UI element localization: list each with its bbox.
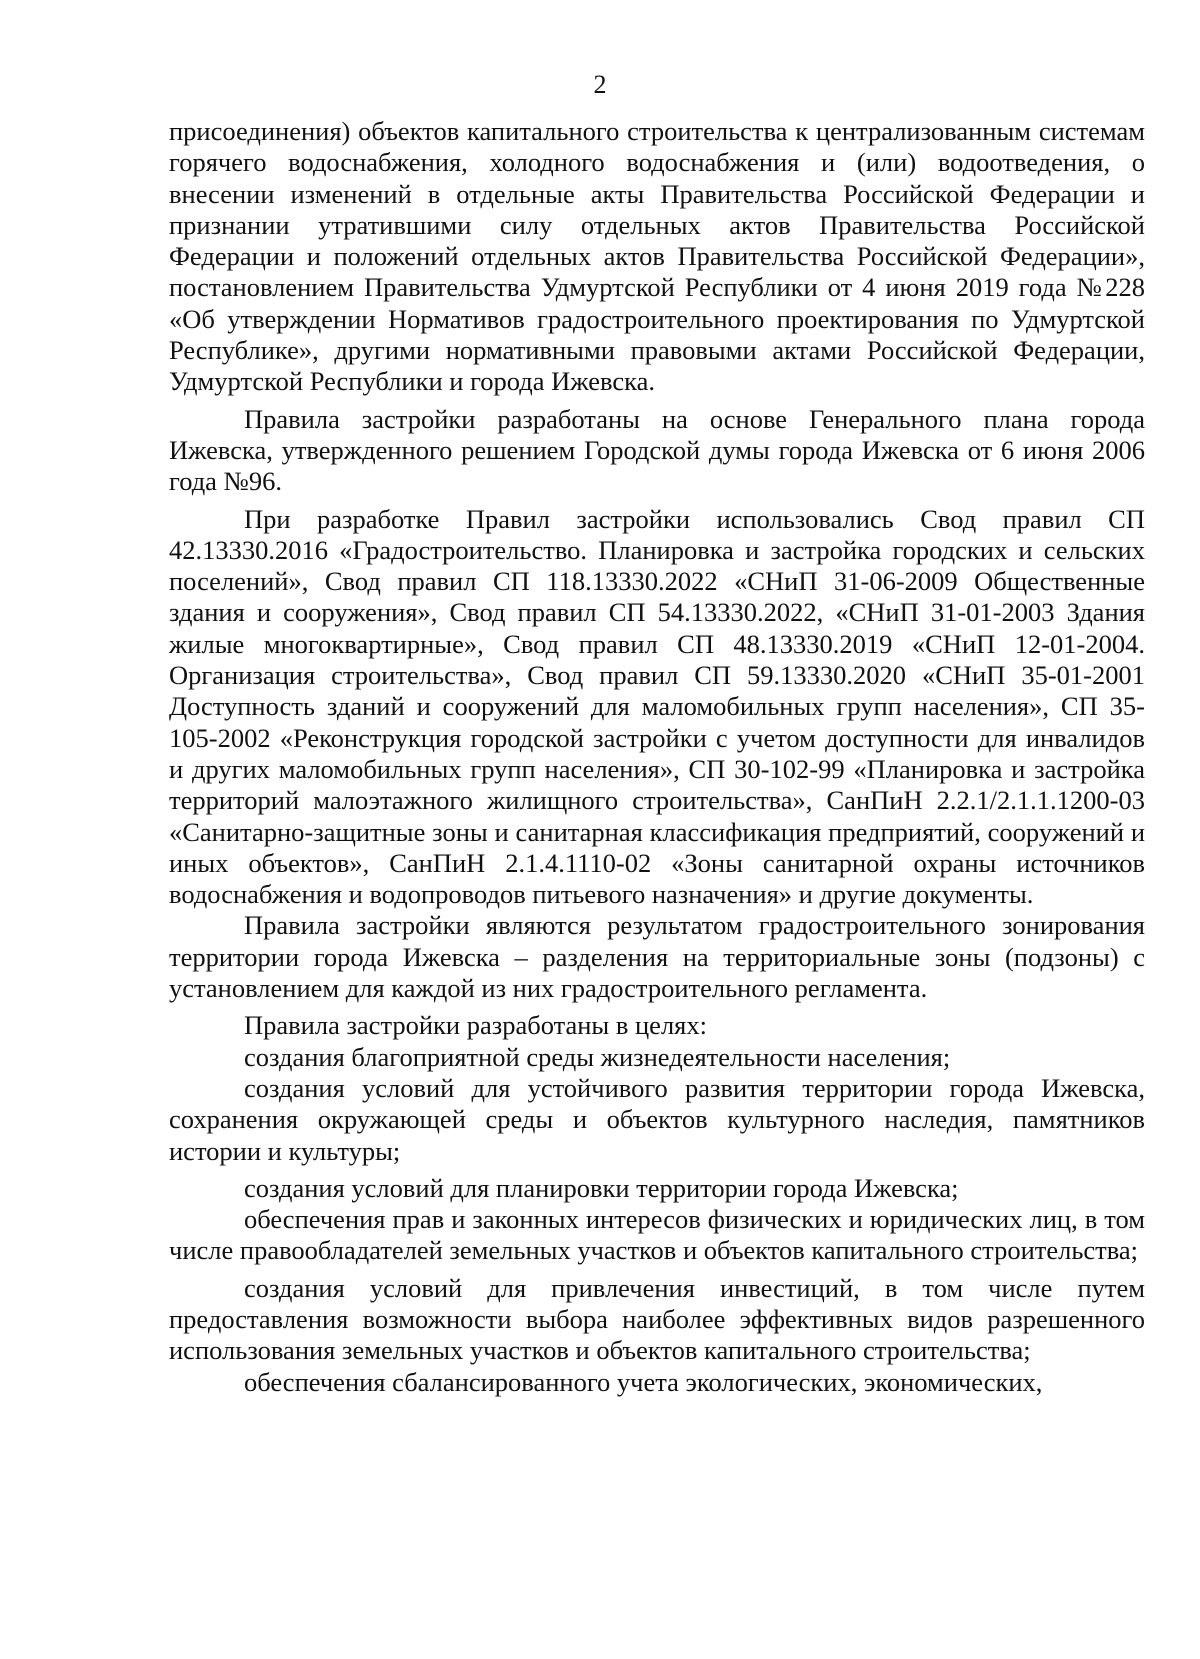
goal-item: создания благоприятной среды жизнедеятельности населения; [244, 1041, 951, 1072]
paragraph-general-plan: Правила застройки разработаны на основе Генерального плана города Ижевска, утвержденного решением Городской думы города Ижевска от 6 июня 2006 года №96. [169, 403, 1145, 497]
goal-item: создания условий для планировки территории города Ижевска; [244, 1172, 959, 1203]
document-body [169, 116, 1145, 1398]
goal-item: обеспечения прав и законных интересов физических и юридических лиц, в том числе правообладателей земельных участков и объектов капитального строительства; [169, 1204, 1145, 1266]
page-number: 2 [593, 70, 607, 99]
goal-item: создания условий для привлечения инвестиций, в том числе путем предоставления возможности выбора наиболее эффективных видов разрешенного использования земельных участков и объектов капитального строительства; [169, 1272, 1145, 1366]
paragraph-standards-used: При разработке Правил застройки использовались Свод правил СП 42.13330.2016 «Градостроительство. Планировка и застройка городских и сельских поселений», Свод правил СП 118.13330.2022 «СНиП 31-06-2009 Общественные здания и сооружения», Свод правил СП 54.13330.2022, «СНиП 31-01-2003 Здания жилые многоквартирные», Свод правил СП 48.13330.2019 «СНиП 12-01-2004. Организация строительства», Свод правил СП 59.13330.2020 «СНиП 35-01-2001 Доступность зданий и сооружений для маломобильных групп населения», СП 35-105-2002 «Реконструкция городской застройки с учетом доступности для инвалидов и других маломобильных групп населения», СП 30-102-99 «Планировка и застройка территорий малоэтажного жилищного строительства», СанПиН 2.2.1/2.1.1.1200-03 «Санитарно-защитные зоны и санитарная классификация предприятий, сооружений и иных объектов», СанПиН 2.1.4.1110-02 «Зоны санитарной охраны источников водоснабжения и водопроводов питьевого назначения» и другие документы. [169, 503, 1145, 910]
goal-item: создания условий для устойчивого развития территории города Ижевска, сохранения окружающей среды и объектов культурного наследия, памятников истории и культуры; [169, 1072, 1145, 1166]
paragraph-continuation: присоединения) объектов капитального строительства к централизованным системам горячего водоснабжения, холодного водоснабжения и (или) водоотведения, о внесении изменений в отдельные акты Правительства Российской Федерации и признании утратившими силу отдельных актов Правительства Российской Федерации и положений отдельных актов Правительства Российской Федерации», постановлением Правительства Удмуртской Республики от 4 июня 2019 года №228 «Об утверждении Нормативов градостроительного проектирования по Удмуртской Республике», другими нормативными правовыми актами Российской Федерации, Удмуртской Республики и города Ижевска. [169, 116, 1145, 397]
goal-item: обеспечения сбалансированного учета экологических, экономических, [244, 1366, 1043, 1397]
paragraph-zoning-result: Правила застройки являются результатом градостроительного зонирования территории города Ижевска – разделения на территориальные зоны (подзоны) с установлением для каждой из них градостроительного регламента. [169, 910, 1145, 1004]
paragraph-goals-intro: Правила застройки разработаны в целях: [244, 1010, 707, 1041]
